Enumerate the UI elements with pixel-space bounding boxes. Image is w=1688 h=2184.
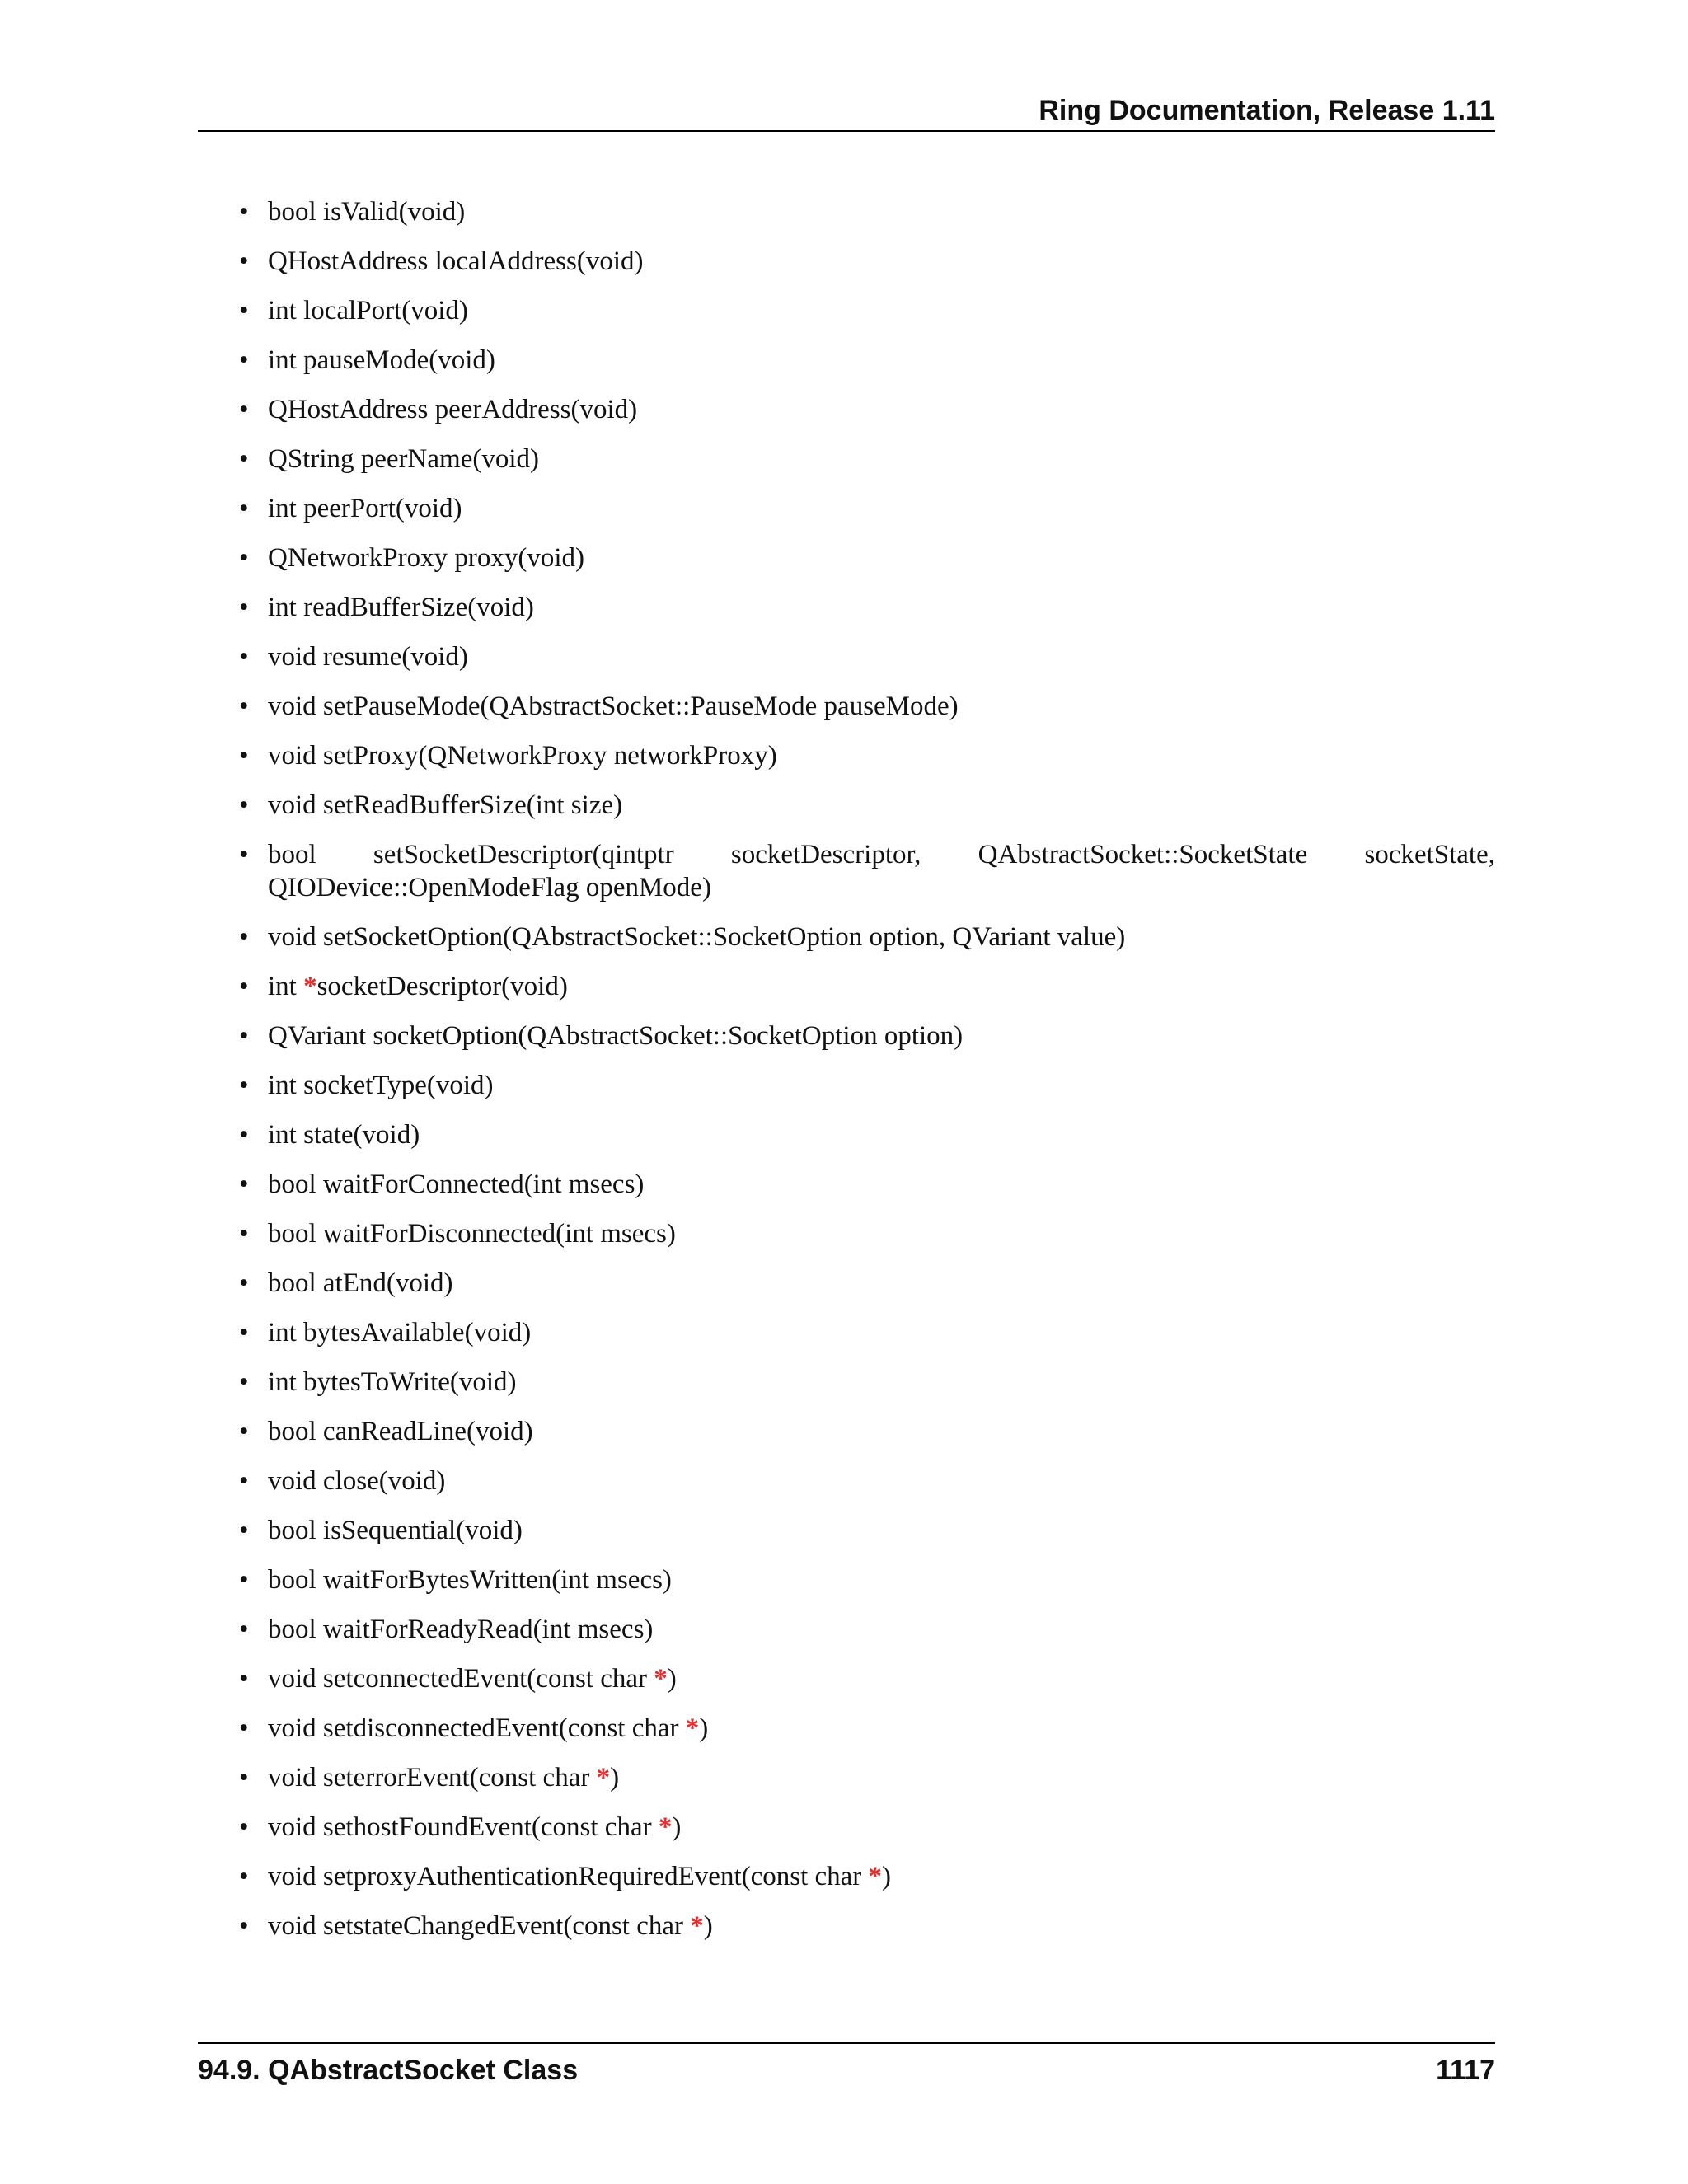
bullet-icon: • xyxy=(239,790,249,820)
method-item xyxy=(239,1613,1495,1646)
method-text: int xyxy=(268,972,304,1001)
bullet-icon: • xyxy=(239,543,249,573)
method-text: void setReadBufferSize(int size) xyxy=(268,790,623,820)
section-title: 94.9. QAbstractSocket Class xyxy=(198,2055,579,2086)
method-item xyxy=(239,492,1495,525)
method-text: bool waitForConnected(int msecs) xyxy=(268,1169,645,1199)
method-text: int peerPort(void) xyxy=(268,494,462,523)
method-text: QHostAddress peerAddress(void) xyxy=(268,395,638,424)
bullet-icon: • xyxy=(239,1417,249,1446)
method-text: void setconnectedEvent(const char xyxy=(268,1664,654,1694)
method-text-tail: socketDescriptor(void) xyxy=(316,972,568,1001)
asterisk-mark: * xyxy=(658,1812,673,1842)
asterisk-mark: * xyxy=(303,972,317,1001)
method-item xyxy=(239,921,1495,954)
page-number: 1117 xyxy=(1436,2055,1495,2086)
bullet-icon: • xyxy=(239,1268,249,1298)
method-item xyxy=(239,1019,1495,1052)
bullet-icon: • xyxy=(239,1713,249,1743)
asterisk-mark: * xyxy=(868,1862,883,1891)
method-text-tail: ) xyxy=(672,1812,682,1842)
method-text: int bytesToWrite(void) xyxy=(268,1367,517,1397)
method-text-tail: ) xyxy=(882,1862,892,1891)
method-text: bool isValid(void) xyxy=(268,197,466,227)
bullet-icon: • xyxy=(239,296,249,326)
method-text: void seterrorEvent(const char xyxy=(268,1763,597,1793)
method-text: bool waitForDisconnected(int msecs) xyxy=(268,1219,676,1249)
method-text: int pauseMode(void) xyxy=(268,345,495,375)
method-item xyxy=(239,838,1495,904)
bullet-icon: • xyxy=(239,1862,249,1891)
method-item xyxy=(239,443,1495,476)
method-item xyxy=(239,541,1495,574)
bullet-icon: • xyxy=(239,1516,249,1545)
method-text: int readBufferSize(void) xyxy=(268,593,534,622)
method-item xyxy=(239,1712,1495,1745)
bullet-icon: • xyxy=(239,1367,249,1397)
bullet-icon: • xyxy=(239,1664,249,1694)
bullet-icon: • xyxy=(239,1812,249,1842)
method-text: void setSocketOption(QAbstractSocket::SocketOption option, QVariant value) xyxy=(268,922,1126,952)
method-item xyxy=(239,195,1495,228)
method-text: bool canReadLine(void) xyxy=(268,1417,533,1446)
document-title: Ring Documentation, Release 1.11 xyxy=(1039,95,1495,126)
method-text: void close(void) xyxy=(268,1466,446,1496)
method-item xyxy=(239,1811,1495,1844)
method-text-tail: ) xyxy=(699,1713,709,1743)
bullet-icon: • xyxy=(239,1911,249,1941)
bullet-icon: • xyxy=(239,1071,249,1100)
method-text: QNetworkProxy proxy(void) xyxy=(268,543,585,573)
bullet-icon: • xyxy=(239,1466,249,1496)
method-text-tail: ) xyxy=(610,1763,620,1793)
bullet-icon: • xyxy=(239,494,249,523)
method-item xyxy=(239,1465,1495,1497)
asterisk-mark: * xyxy=(690,1911,704,1941)
method-text: void setproxyAuthenticationRequiredEvent(const char xyxy=(268,1862,869,1891)
method-text: bool isSequential(void) xyxy=(268,1516,523,1545)
method-item xyxy=(239,1168,1495,1201)
bullet-icon: • xyxy=(239,691,249,721)
method-item xyxy=(239,591,1495,624)
method-text: int socketType(void) xyxy=(268,1071,494,1100)
method-item xyxy=(239,739,1495,772)
method-text: QString peerName(void) xyxy=(268,444,539,474)
method-text: QHostAddress localAddress(void) xyxy=(268,246,644,276)
method-item xyxy=(239,640,1495,673)
method-item xyxy=(239,1910,1495,1943)
method-item xyxy=(239,294,1495,327)
method-text: bool waitForBytesWritten(int msecs) xyxy=(268,1565,672,1595)
bullet-icon: • xyxy=(239,593,249,622)
page-header xyxy=(198,91,1495,132)
method-text: bool waitForReadyRead(int msecs) xyxy=(268,1615,654,1644)
method-item xyxy=(239,1563,1495,1596)
method-text: void resume(void) xyxy=(268,642,468,672)
asterisk-mark: * xyxy=(596,1763,611,1793)
bullet-icon: • xyxy=(239,1021,249,1051)
method-text: void setPauseMode(QAbstractSocket::PauseMode pauseMode) xyxy=(268,691,959,721)
bullet-icon: • xyxy=(239,1615,249,1644)
method-item xyxy=(239,1366,1495,1399)
method-text: int state(void) xyxy=(268,1120,420,1150)
method-item xyxy=(239,1662,1495,1695)
bullet-icon: • xyxy=(239,246,249,276)
bullet-icon: • xyxy=(239,1318,249,1347)
method-text: void setdisconnectedEvent(const char xyxy=(268,1713,686,1743)
method-item xyxy=(239,344,1495,377)
method-text: void setstateChangedEvent(const char xyxy=(268,1911,691,1941)
bullet-icon: • xyxy=(239,395,249,424)
bullet-icon: • xyxy=(239,642,249,672)
method-list xyxy=(239,195,1495,1959)
bullet-icon: • xyxy=(239,444,249,474)
method-item xyxy=(239,1118,1495,1151)
method-text: QVariant socketOption(QAbstractSocket::SocketOption option) xyxy=(268,1021,964,1051)
bullet-icon: • xyxy=(239,1565,249,1595)
bullet-icon: • xyxy=(239,741,249,771)
method-item xyxy=(239,789,1495,822)
asterisk-mark: * xyxy=(685,1713,700,1743)
bullet-icon: • xyxy=(239,972,249,1001)
method-text: bool atEnd(void) xyxy=(268,1268,453,1298)
method-item xyxy=(239,1316,1495,1349)
method-text: int bytesAvailable(void) xyxy=(268,1318,532,1347)
method-text: bool setSocketDescriptor(qintptr socketDescriptor, QAbstractSocket::SocketState socketState, QIODevice::OpenModeFlag openMode) xyxy=(268,840,1495,902)
method-item xyxy=(239,393,1495,426)
method-item xyxy=(239,245,1495,278)
method-text-tail: ) xyxy=(703,1911,713,1941)
method-item xyxy=(239,1415,1495,1448)
bullet-icon: • xyxy=(239,197,249,227)
asterisk-mark: * xyxy=(654,1664,668,1694)
page-footer xyxy=(198,2042,1495,2086)
bullet-icon: • xyxy=(239,1219,249,1249)
method-item xyxy=(239,1217,1495,1250)
method-item xyxy=(239,1761,1495,1794)
method-text: void sethostFoundEvent(const char xyxy=(268,1812,659,1842)
method-text-tail: ) xyxy=(667,1664,677,1694)
bullet-icon: • xyxy=(239,840,249,869)
method-item xyxy=(239,690,1495,723)
method-item xyxy=(239,1267,1495,1300)
method-text: void setProxy(QNetworkProxy networkProxy) xyxy=(268,741,777,771)
bullet-icon: • xyxy=(239,1120,249,1150)
method-item xyxy=(239,1860,1495,1893)
bullet-icon: • xyxy=(239,345,249,375)
bullet-icon: • xyxy=(239,1763,249,1793)
method-item xyxy=(239,970,1495,1003)
bullet-icon: • xyxy=(239,1169,249,1199)
bullet-icon: • xyxy=(239,922,249,952)
method-item xyxy=(239,1514,1495,1547)
method-item xyxy=(239,1069,1495,1102)
method-text: int localPort(void) xyxy=(268,296,468,326)
